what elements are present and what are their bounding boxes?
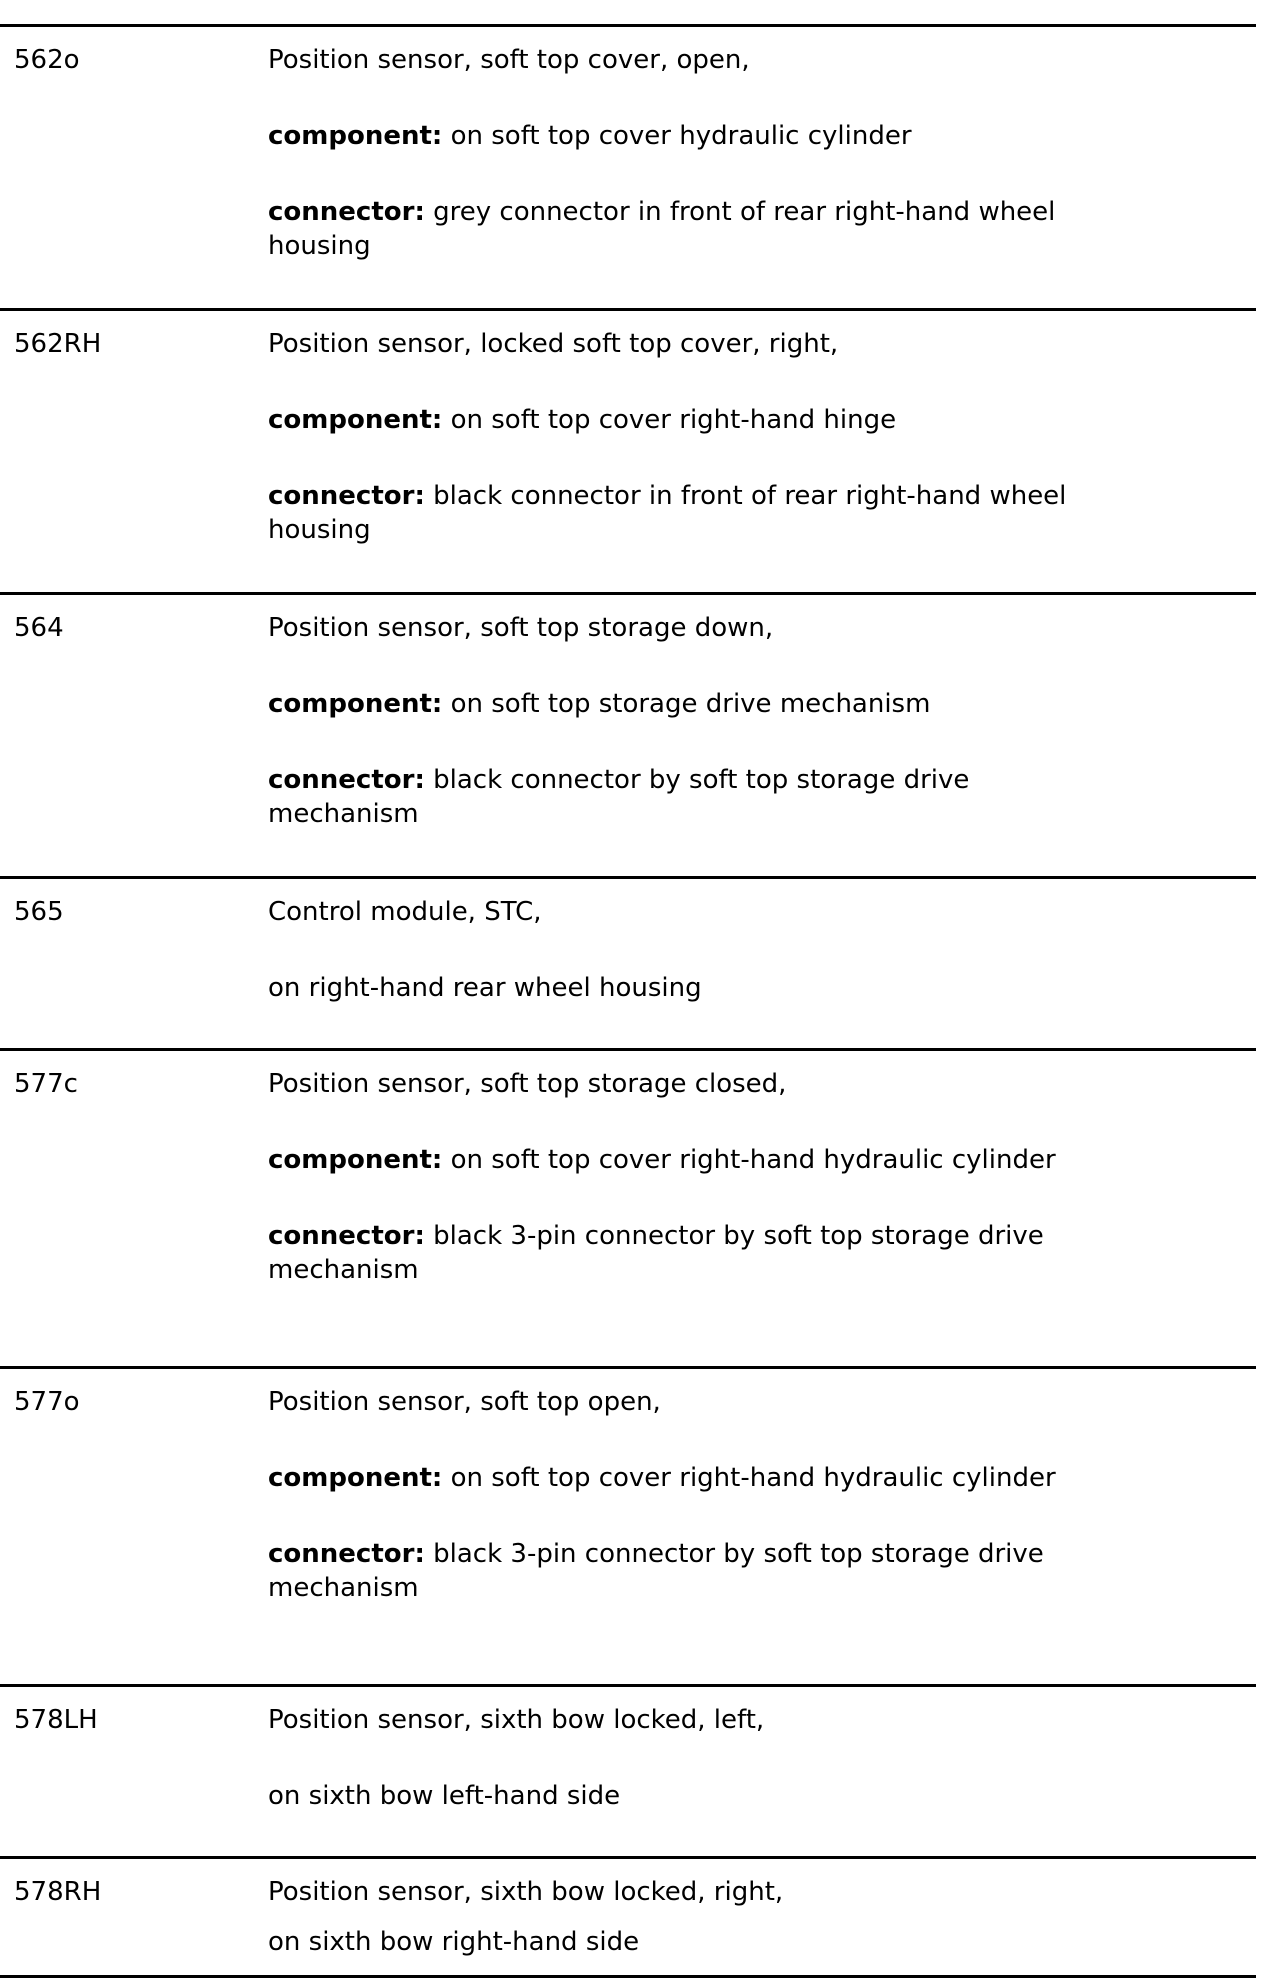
table-row [0, 24, 1256, 308]
component-title: Position sensor, locked soft top cover, right, [268, 329, 839, 359]
component-location-text: on soft top cover hydraulic cylinder [442, 121, 912, 151]
component-label: component: [268, 689, 443, 719]
component-description [268, 43, 1088, 263]
component-location-text: on soft top cover right-hand hydraulic cylinder [442, 1463, 1056, 1493]
connector-location-text: black 3-pin connector by soft top storage drive mechanism [268, 1221, 1044, 1285]
component-description [268, 1875, 1088, 1959]
table-row [0, 1048, 1256, 1366]
table-row [0, 1684, 1256, 1856]
connector-label: connector: [268, 1221, 425, 1251]
component-id: 578LH [14, 1705, 98, 1735]
component-title: Position sensor, sixth bow locked, left, [268, 1705, 765, 1735]
component-label: component: [268, 1463, 443, 1493]
connector-label: connector: [268, 197, 425, 227]
table-row [0, 876, 1256, 1048]
connector-location-text: black connector by soft top storage drive mechanism [268, 765, 970, 829]
component-location [268, 687, 1088, 721]
connector-label: connector: [268, 1539, 425, 1569]
component-id: 562o [14, 45, 80, 75]
connector-label: connector: [268, 765, 425, 795]
component-location [268, 403, 1088, 437]
component-id: 578RH [14, 1877, 102, 1907]
component-label: component: [268, 1145, 443, 1175]
component-location-text: on soft top cover right-hand hydraulic cylinder [442, 1145, 1056, 1175]
component-description [268, 327, 1088, 547]
component-id: 564 [14, 613, 64, 643]
connector-location-text: black connector in front of rear right-hand wheel housing [268, 481, 1067, 545]
component-id: 577c [14, 1069, 78, 1099]
component-location-text: on soft top cover right-hand hinge [442, 405, 897, 435]
component-location [268, 1461, 1088, 1495]
component-title: Position sensor, soft top open, [268, 1387, 661, 1417]
component-description [268, 1703, 1088, 1813]
component-location-text: on soft top storage drive mechanism [442, 689, 931, 719]
table-row [0, 1856, 1256, 1978]
connector-location [268, 763, 1088, 831]
component-label: component: [268, 405, 443, 435]
component-description [268, 611, 1088, 831]
component-title: Position sensor, soft top storage down, [268, 613, 774, 643]
connector-location [268, 1219, 1088, 1287]
component-description [268, 895, 1088, 1005]
component-label: component: [268, 121, 443, 151]
component-description [268, 1067, 1088, 1287]
connector-location-text: black 3-pin connector by soft top storage drive mechanism [268, 1539, 1044, 1603]
component-title: Position sensor, soft top cover, open, [268, 45, 750, 75]
connector-label: connector: [268, 481, 425, 511]
component-id: 562RH [14, 329, 102, 359]
component-location [268, 119, 1088, 153]
component-id: 577o [14, 1387, 80, 1417]
component-title: Control module, STC, [268, 897, 542, 927]
component-description [268, 1385, 1088, 1605]
component-location: on right-hand rear wheel housing [268, 973, 702, 1003]
connector-location-text: grey connector in front of rear right-hand wheel housing [268, 197, 1056, 261]
component-location [268, 1143, 1088, 1177]
connector-location [268, 1537, 1088, 1605]
connector-location [268, 479, 1088, 547]
component-location: on sixth bow right-hand side [268, 1927, 640, 1957]
component-location: on sixth bow left-hand side [268, 1781, 621, 1811]
table-row [0, 592, 1256, 876]
component-title: Position sensor, soft top storage closed, [268, 1069, 787, 1099]
component-table [0, 24, 1256, 1978]
component-title: Position sensor, sixth bow locked, right, [268, 1877, 784, 1907]
component-id: 565 [14, 897, 64, 927]
table-row [0, 308, 1256, 592]
table-row [0, 1366, 1256, 1684]
connector-location [268, 195, 1088, 263]
